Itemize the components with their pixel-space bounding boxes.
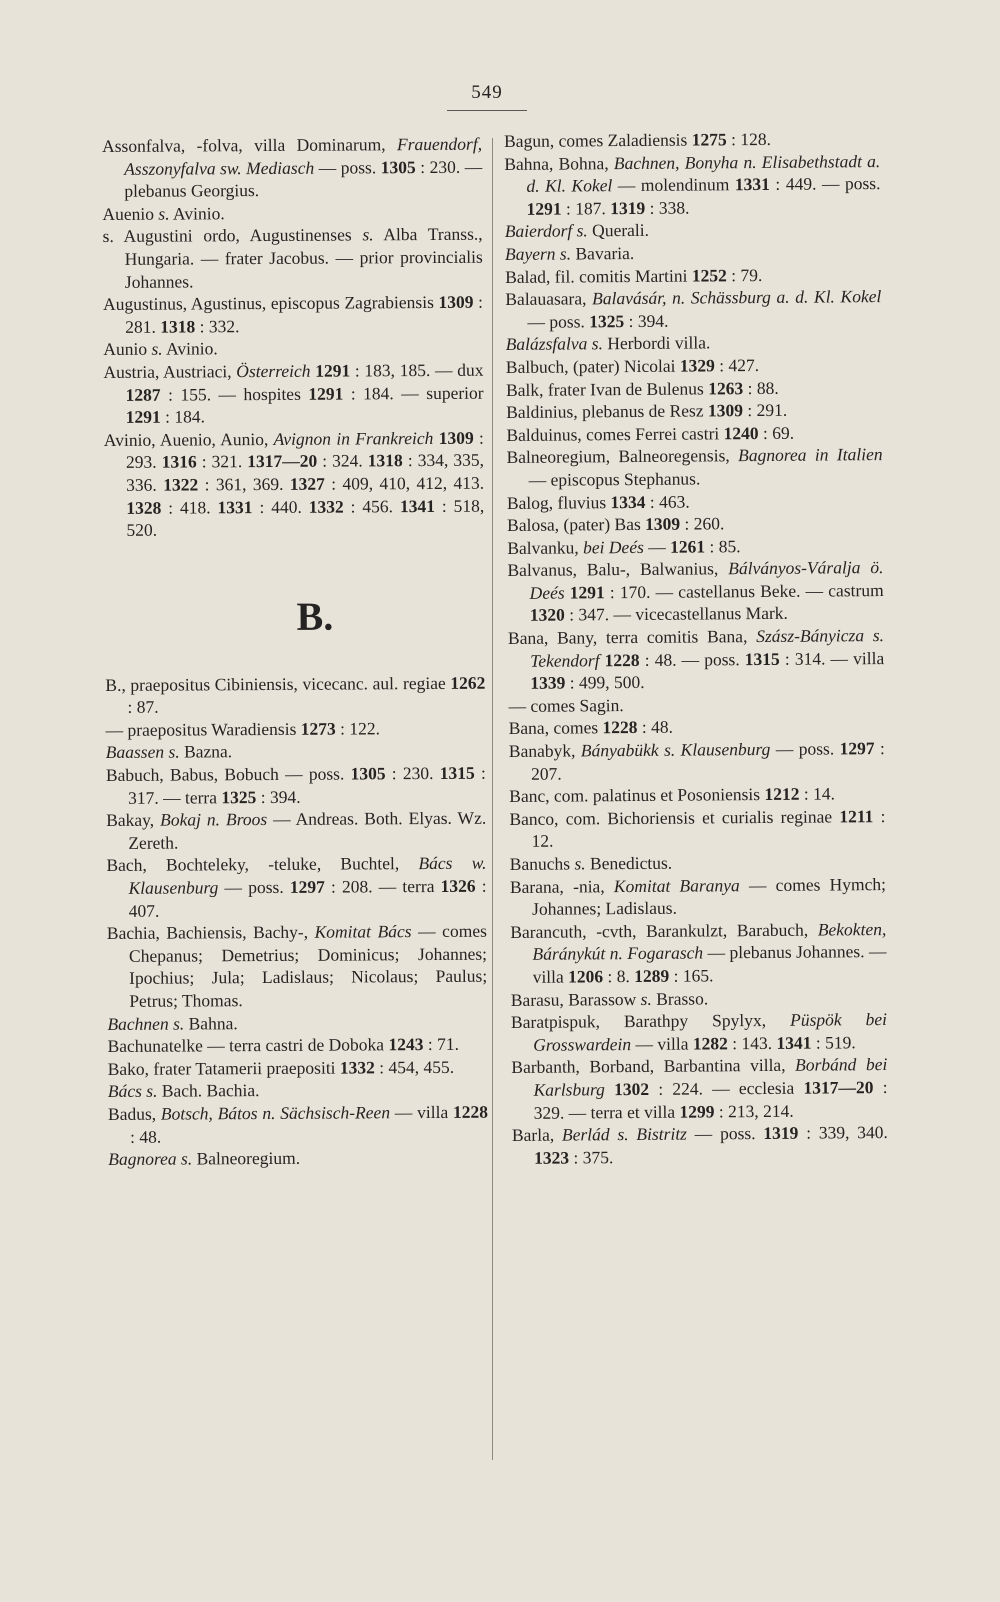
index-entry: B., praepositus Cibiniensis, vicecanc. aul. regiae 1262 : 87.: [105, 672, 486, 718]
index-entry: Barancuth, -cvth, Barankulzt, Barabuch, Bekokten, Báránykút n. Fogarasch — plebanus Johannes. — villa 1206 : 8. 1289 : 165.: [510, 918, 887, 987]
index-entry: Augustinus, Agustinus, episcopus Zagrabiensis 1309 : 281. 1318 : 332.: [102, 291, 484, 337]
index-entry: s. Augustini ordo, Augustinenses s. Alba Transs., Hungaria. — frater Jacobus. — prior provincialis Johannes.: [102, 224, 483, 292]
index-entry: Babuch, Babus, Bobuch — poss. 1305 : 230. 1315 : 317. — terra 1325 : 394.: [105, 762, 486, 808]
index-entry: Balneoregium, Balneoregensis, Bagnorea in Italien — episcopus Stephanus.: [506, 444, 883, 490]
index-entry: Bagun, comes Zaladiensis 1275 : 128.: [504, 128, 772, 151]
index-entry: Badus, Botsch, Bátos n. Sächsisch-Reen — villa 1228 : 48.: [107, 1101, 489, 1147]
right-column: [504, 127, 888, 1169]
index-entry: Barana, -nia, Komitat Baranya — comes Hymch; Johannes; Ladislaus.: [509, 873, 887, 919]
index-entry: Balvanus, Balu-, Balwanius, Bálványos-Váralja ö. Deés 1291 : 170. — castellanus Beke. — castrum 1320 : 347. — vicecastellanus Mark.: [507, 557, 884, 626]
index-entry: Balk, frater Ivan de Bulenus 1263 : 88.: [505, 377, 779, 400]
index-entry: Bács s. Bach. Bachia.: [107, 1080, 260, 1102]
index-entry: Avinio, Auenio, Aunio, Avignon in Frankreich 1309 : 293. 1316 : 321. 1317—20 : 324. 1318 : 334, 335, 336. 1322 : 361, 369. 1327 : 409, 410, 412, 413. 1328 : 418. 1331 : 440. 1332 : 456. 1341 : 518, 520.: [103, 427, 485, 540]
index-entry: Banc, com. palatinus et Posoniensis 1212 : 14.: [509, 783, 835, 807]
column-divider: [492, 138, 493, 1460]
index-entry: Balad, fil. comitis Martini 1252 : 79.: [505, 264, 763, 287]
index-entry: Bakay, Bokaj n. Broos — Andreas. Both. Elyas. Wz. Zereth.: [106, 807, 487, 853]
index-entry: Banabyk, Bányabükk s. Klausenburg — poss. 1297 : 207.: [508, 738, 885, 784]
index-entry: Assonfalva, -folva, villa Dominarum, Frauendorf, Asszonyfalva sw. Mediasch — poss. 1305 : 230. — plebanus Georgius.: [102, 133, 483, 202]
index-entry: Bachnen s. Bahna.: [107, 1012, 238, 1034]
index-entry: Banco, com. Bichoriensis et curialis reginae 1211 : 12.: [509, 805, 886, 852]
right-entries: [504, 127, 888, 1169]
index-entry: Barla, Berlád s. Bistritz — poss. 1319 : 339, 340. 1323 : 375.: [511, 1122, 888, 1168]
index-entry: Bachunatelke — terra castri de Doboka 1243 : 71.: [107, 1034, 459, 1057]
index-entry: Auenio s. Avinio.: [102, 203, 225, 224]
index-entry: Bana, Bany, terra comitis Bana, Szász-Bányicza s. Tekendorf 1228 : 48. — poss. 1315 : 314. — villa 1339 : 499, 500.: [507, 625, 885, 694]
index-entry: Balbuch, (pater) Nicolai 1329 : 427.: [505, 354, 760, 377]
index-entry: Bagnorea s. Balneoregium.: [108, 1147, 301, 1170]
index-entry: Balduinus, comes Ferrei castri 1240 : 69.: [506, 422, 795, 445]
index-entry: Barbanth, Borband, Barbantina villa, Borbánd bei Karlsburg 1302 : 224. — ecclesia 1317—20 : 329. — terra et villa 1299 : 213, 214.: [511, 1054, 888, 1123]
index-entry: Balog, fluvius 1334 : 463.: [506, 491, 690, 513]
index-entry: — praepositus Waradiensis 1273 : 122.: [105, 718, 381, 740]
index-entry: Bayern s. Bavaria.: [504, 242, 635, 264]
index-entry: Balvanku, bei Deés — 1261 : 85.: [507, 535, 741, 558]
index-entry: Bachia, Bachiensis, Bachy-, Komitat Bács — comes Chepanus; Demetrius; Dominicus; Johannes; Ipochius; Jula; Ladislaus; Nicolaus; Paulus; Petrus; Thomas.: [106, 920, 488, 1011]
index-entry: Bahna, Bohna, Bachnen, Bonyha n. Elisabethstadt a. d. Kl. Kokel — molendinum 1331 : 449. — poss. 1291 : 187. 1319 : 338.: [504, 150, 881, 219]
index-entry: Bach, Bochteleky, -teluke, Buchtel, Bács w. Klausenburg — poss. 1297 : 208. — terra 1326 : 407.: [106, 853, 487, 921]
index-entry: Balauasara, Balavásár, n. Schässburg a. d. Kl. Kokel — poss. 1325 : 394.: [505, 286, 882, 332]
index-entry: Balázsfalva s. Herbordi villa.: [505, 332, 711, 355]
index-entry: Banuchs s. Benedictus.: [509, 852, 673, 874]
index-entry: Austria, Austriaci, Österreich 1291 : 183, 185. — dux 1287 : 155. — hospites 1291 : 184. — superior 1291 : 184.: [103, 359, 484, 427]
index-entry: Baierdorf s. Querali.: [504, 220, 650, 242]
page-number: 549: [471, 82, 503, 103]
section-letter: B.: [296, 593, 334, 639]
index-entry: Baldinius, plebanus de Resz 1309 : 291.: [506, 399, 788, 423]
index-entry: Balosa, (pater) Bas 1309 : 260.: [507, 513, 725, 536]
entries-after-b: [105, 671, 488, 1170]
index-entry: Barasu, Barassow s. Brasso.: [510, 987, 709, 1010]
index-entry: Bana, comes 1228 : 48.: [508, 717, 674, 739]
entries-before-b: [102, 133, 484, 542]
index-entry: Bako, frater Tatamerii praepositi 1332 : 454, 455.: [107, 1056, 455, 1079]
index-entry: Aunio s. Avinio.: [103, 338, 218, 360]
left-column: [102, 133, 488, 1171]
header-rule: [447, 110, 527, 111]
index-entry: Baratpispuk, Barathpy Spylyx, Püspök bei Grosswardein — villa 1282 : 143. 1341 : 519.: [510, 1009, 888, 1055]
index-entry: Baassen s. Bazna.: [105, 741, 233, 763]
index-entry: — comes Sagin.: [508, 694, 624, 716]
